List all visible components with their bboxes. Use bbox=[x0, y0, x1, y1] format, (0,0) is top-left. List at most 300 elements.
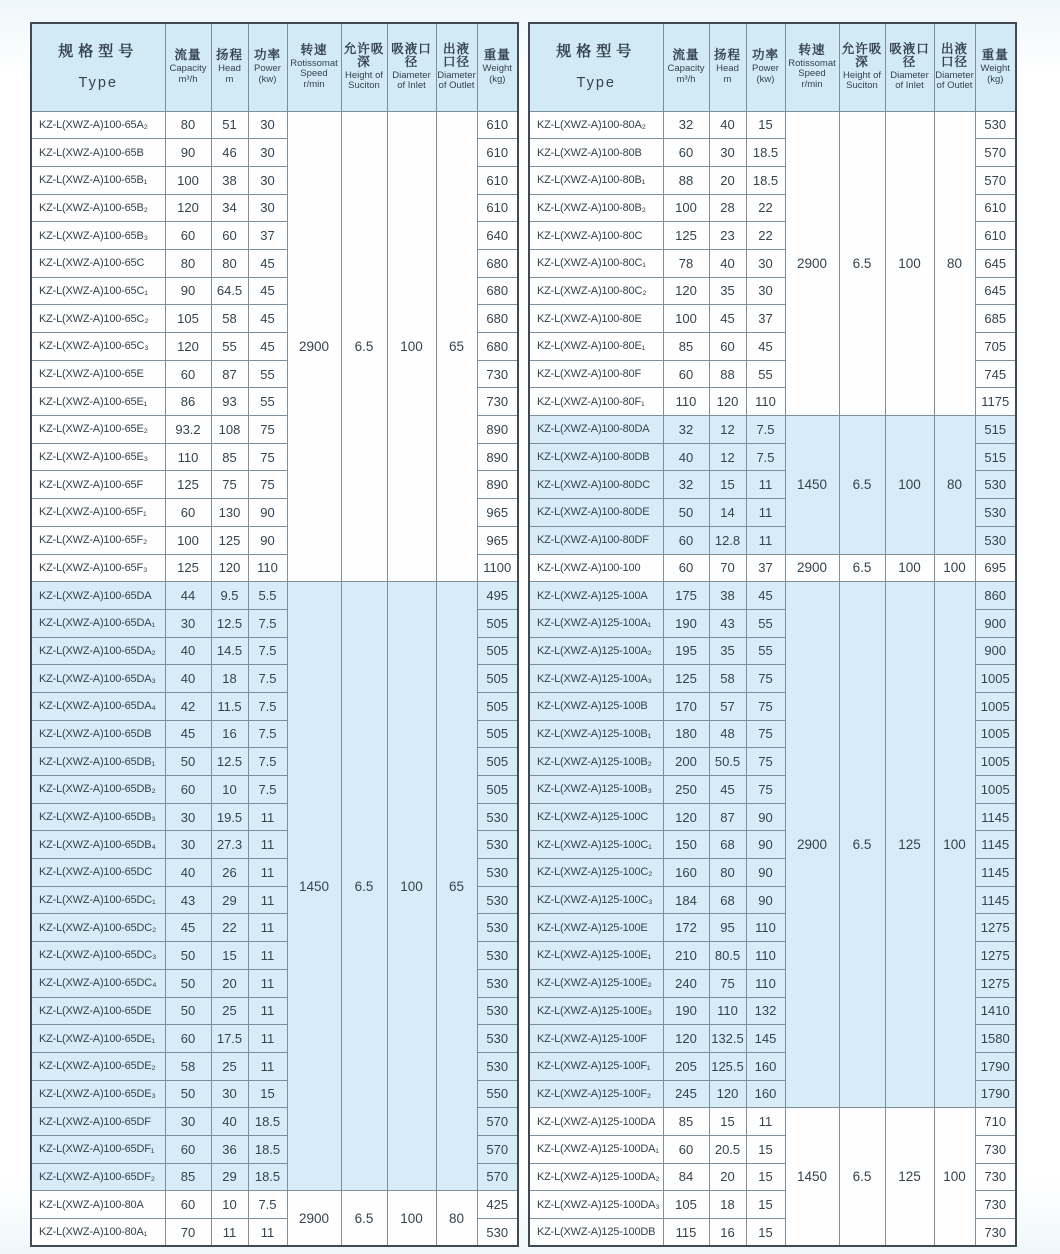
type-cell: KZ-L(XWZ-A)100-80E bbox=[529, 305, 663, 333]
type-cell: KZ-L(XWZ-A)100-80F bbox=[529, 360, 663, 388]
col-header-speed-cn: 转速 bbox=[300, 43, 328, 58]
head-cell: 48 bbox=[709, 720, 746, 748]
col-header-head bbox=[709, 23, 746, 111]
head-cell: 132.5 bbox=[709, 1025, 746, 1053]
power-cell: 7.5 bbox=[248, 637, 287, 665]
col-header-type bbox=[31, 23, 165, 111]
capacity-cell: 100 bbox=[165, 526, 211, 554]
col-header-type bbox=[529, 23, 663, 111]
weight-cell: 730 bbox=[477, 360, 518, 388]
col-header-weight-cn: 重量 bbox=[981, 48, 1009, 63]
weight-cell: 425 bbox=[477, 1191, 518, 1219]
power-cell: 90 bbox=[746, 886, 785, 914]
type-cell: KZ-L(XWZ-A)125-100DA₁ bbox=[529, 1135, 663, 1163]
col-header-head-unit: m bbox=[723, 74, 732, 86]
type-cell: KZ-L(XWZ-A)100-65DB₄ bbox=[31, 831, 165, 859]
type-cell: KZ-L(XWZ-A)100-80E₁ bbox=[529, 333, 663, 361]
capacity-cell: 85 bbox=[165, 1163, 211, 1191]
power-cell: 7.5 bbox=[746, 443, 785, 471]
weight-cell: 505 bbox=[477, 692, 518, 720]
col-header-type-en: Type bbox=[78, 74, 118, 91]
weight-cell: 730 bbox=[975, 1191, 1016, 1219]
capacity-cell: 50 bbox=[165, 942, 211, 970]
weight-cell: 530 bbox=[477, 997, 518, 1025]
col-header-weight bbox=[477, 23, 518, 111]
power-cell: 55 bbox=[248, 360, 287, 388]
capacity-cell: 88 bbox=[663, 166, 709, 194]
col-header-outlet-cn: 出液口径 bbox=[940, 42, 968, 70]
capacity-cell: 125 bbox=[663, 222, 709, 250]
col-header-speed-cn: 转速 bbox=[798, 43, 826, 58]
weight-cell: 1005 bbox=[975, 720, 1016, 748]
power-cell: 15 bbox=[746, 1163, 785, 1191]
weight-cell: 1100 bbox=[477, 554, 518, 582]
col-header-power bbox=[248, 23, 287, 111]
capacity-cell: 180 bbox=[663, 720, 709, 748]
col-header-inlet bbox=[387, 23, 436, 111]
power-cell: 15 bbox=[746, 1135, 785, 1163]
suction-cell: 6.5 bbox=[839, 1108, 885, 1246]
capacity-cell: 30 bbox=[165, 831, 211, 859]
head-cell: 75 bbox=[211, 471, 248, 499]
col-header-head-cn: 扬程 bbox=[215, 48, 243, 63]
type-cell: KZ-L(XWZ-A)100-65A₂ bbox=[31, 111, 165, 139]
weight-cell: 610 bbox=[477, 166, 518, 194]
col-header-inlet-en: Diameter of Inlet bbox=[392, 70, 431, 92]
capacity-cell: 43 bbox=[165, 886, 211, 914]
head-cell: 55 bbox=[211, 333, 248, 361]
speed-cell: 2900 bbox=[785, 582, 839, 1108]
capacity-cell: 100 bbox=[663, 305, 709, 333]
head-cell: 16 bbox=[709, 1219, 746, 1247]
weight-cell: 1005 bbox=[975, 692, 1016, 720]
speed-cell: 2900 bbox=[287, 111, 341, 582]
capacity-cell: 40 bbox=[165, 665, 211, 693]
inlet-cell: 100 bbox=[387, 582, 436, 1191]
type-cell: KZ-L(XWZ-A)100-80DF bbox=[529, 526, 663, 554]
capacity-cell: 60 bbox=[165, 360, 211, 388]
col-header-inlet-en: Diameter of Inlet bbox=[890, 70, 929, 92]
head-cell: 30 bbox=[211, 1080, 248, 1108]
head-cell: 57 bbox=[709, 692, 746, 720]
col-header-suction-cn: 允许吸深 bbox=[343, 42, 385, 70]
weight-cell: 745 bbox=[975, 360, 1016, 388]
power-cell: 15 bbox=[746, 1191, 785, 1219]
weight-cell: 610 bbox=[975, 222, 1016, 250]
type-cell: KZ-L(XWZ-A)100-65DA₂ bbox=[31, 637, 165, 665]
outlet-cell: 100 bbox=[934, 1108, 975, 1246]
inlet-cell: 125 bbox=[885, 1108, 934, 1246]
type-cell: KZ-L(XWZ-A)125-100A₂ bbox=[529, 637, 663, 665]
col-header-power-unit: (kw) bbox=[258, 74, 277, 86]
type-cell: KZ-L(XWZ-A)100-80B₁ bbox=[529, 166, 663, 194]
power-cell: 18.5 bbox=[248, 1135, 287, 1163]
weight-cell: 530 bbox=[975, 471, 1016, 499]
head-cell: 15 bbox=[709, 471, 746, 499]
capacity-cell: 150 bbox=[663, 831, 709, 859]
power-cell: 11 bbox=[248, 942, 287, 970]
type-cell: KZ-L(XWZ-A)125-100B₃ bbox=[529, 776, 663, 804]
weight-cell: 890 bbox=[477, 416, 518, 444]
type-cell: KZ-L(XWZ-A)100-65DB₁ bbox=[31, 748, 165, 776]
weight-cell: 530 bbox=[477, 1025, 518, 1053]
type-cell: KZ-L(XWZ-A)125-100DA₃ bbox=[529, 1191, 663, 1219]
weight-cell: 645 bbox=[975, 249, 1016, 277]
weight-cell: 890 bbox=[477, 443, 518, 471]
head-cell: 64.5 bbox=[211, 277, 248, 305]
type-cell: KZ-L(XWZ-A)125-100E bbox=[529, 914, 663, 942]
power-cell: 110 bbox=[248, 554, 287, 582]
col-header-suction bbox=[341, 23, 387, 111]
col-header-head-cn: 扬程 bbox=[713, 48, 741, 63]
weight-cell: 1005 bbox=[975, 665, 1016, 693]
col-header-type-cn: 规格型号 bbox=[556, 42, 637, 60]
type-cell: KZ-L(XWZ-A)100-80C bbox=[529, 222, 663, 250]
head-cell: 27.3 bbox=[211, 831, 248, 859]
table-row bbox=[529, 1108, 1016, 1136]
capacity-cell: 175 bbox=[663, 582, 709, 610]
suction-cell: 6.5 bbox=[839, 111, 885, 416]
table-row bbox=[529, 554, 1016, 582]
capacity-cell: 115 bbox=[663, 1219, 709, 1247]
power-cell: 30 bbox=[746, 249, 785, 277]
capacity-cell: 45 bbox=[165, 720, 211, 748]
weight-cell: 530 bbox=[477, 859, 518, 887]
table-row bbox=[529, 111, 1016, 139]
capacity-cell: 125 bbox=[165, 554, 211, 582]
type-cell: KZ-L(XWZ-A)100-100 bbox=[529, 554, 663, 582]
capacity-cell: 110 bbox=[165, 443, 211, 471]
power-cell: 7.5 bbox=[248, 609, 287, 637]
weight-cell: 530 bbox=[477, 969, 518, 997]
type-cell: KZ-L(XWZ-A)100-65DA bbox=[31, 582, 165, 610]
power-cell: 11 bbox=[248, 859, 287, 887]
capacity-cell: 40 bbox=[663, 443, 709, 471]
weight-cell: 710 bbox=[975, 1108, 1016, 1136]
type-cell: KZ-L(XWZ-A)100-65C₂ bbox=[31, 305, 165, 333]
capacity-cell: 50 bbox=[165, 748, 211, 776]
capacity-cell: 240 bbox=[663, 969, 709, 997]
capacity-cell: 32 bbox=[663, 416, 709, 444]
col-header-inlet-cn: 吸液口径 bbox=[391, 42, 432, 70]
power-cell: 45 bbox=[248, 305, 287, 333]
type-cell: KZ-L(XWZ-A)100-80DB bbox=[529, 443, 663, 471]
power-cell: 11 bbox=[248, 914, 287, 942]
head-cell: 75 bbox=[709, 969, 746, 997]
power-cell: 90 bbox=[746, 859, 785, 887]
col-header-capacity bbox=[165, 23, 211, 111]
type-cell: KZ-L(XWZ-A)100-65DC₂ bbox=[31, 914, 165, 942]
col-header-outlet bbox=[436, 23, 477, 111]
weight-cell: 610 bbox=[477, 111, 518, 139]
power-cell: 11 bbox=[248, 1025, 287, 1053]
power-cell: 30 bbox=[746, 277, 785, 305]
type-cell: KZ-L(XWZ-A)100-65DC bbox=[31, 859, 165, 887]
head-cell: 88 bbox=[709, 360, 746, 388]
head-cell: 120 bbox=[709, 1080, 746, 1108]
capacity-cell: 100 bbox=[663, 194, 709, 222]
head-cell: 80 bbox=[211, 249, 248, 277]
type-cell: KZ-L(XWZ-A)125-100C₁ bbox=[529, 831, 663, 859]
head-cell: 30 bbox=[709, 139, 746, 167]
col-header-power-cn: 功率 bbox=[253, 48, 281, 63]
capacity-cell: 50 bbox=[663, 499, 709, 527]
power-cell: 7.5 bbox=[248, 748, 287, 776]
type-cell: KZ-L(XWZ-A)125-100C bbox=[529, 803, 663, 831]
col-header-speed-unit: r/min bbox=[801, 79, 823, 91]
table-row bbox=[31, 111, 518, 139]
speed-cell: 2900 bbox=[287, 1191, 341, 1246]
weight-cell: 1145 bbox=[975, 886, 1016, 914]
head-cell: 35 bbox=[709, 277, 746, 305]
type-cell: KZ-L(XWZ-A)100-65DF₂ bbox=[31, 1163, 165, 1191]
type-cell: KZ-L(XWZ-A)100-65DE₃ bbox=[31, 1080, 165, 1108]
speed-cell: 1450 bbox=[287, 582, 341, 1191]
power-cell: 55 bbox=[746, 609, 785, 637]
capacity-cell: 93.2 bbox=[165, 416, 211, 444]
type-cell: KZ-L(XWZ-A)100-65E₂ bbox=[31, 416, 165, 444]
power-cell: 22 bbox=[746, 194, 785, 222]
col-header-weight-unit: (kg) bbox=[987, 74, 1004, 86]
table-row bbox=[31, 1191, 518, 1219]
power-cell: 55 bbox=[746, 360, 785, 388]
capacity-cell: 60 bbox=[663, 526, 709, 554]
col-header-power-en: Power bbox=[752, 63, 779, 75]
type-cell: KZ-L(XWZ-A)100-65DC₃ bbox=[31, 942, 165, 970]
capacity-cell: 30 bbox=[165, 1108, 211, 1136]
capacity-cell: 60 bbox=[165, 1025, 211, 1053]
col-header-type-cn: 规格型号 bbox=[58, 42, 139, 60]
power-cell: 11 bbox=[248, 1219, 287, 1247]
capacity-cell: 105 bbox=[663, 1191, 709, 1219]
head-cell: 46 bbox=[211, 139, 248, 167]
capacity-cell: 80 bbox=[165, 111, 211, 139]
weight-cell: 530 bbox=[975, 499, 1016, 527]
capacity-cell: 44 bbox=[165, 582, 211, 610]
head-cell: 35 bbox=[709, 637, 746, 665]
type-cell: KZ-L(XWZ-A)100-65C₃ bbox=[31, 333, 165, 361]
inlet-cell: 100 bbox=[387, 1191, 436, 1246]
weight-cell: 640 bbox=[477, 222, 518, 250]
power-cell: 90 bbox=[746, 803, 785, 831]
col-header-speed-en: Rotissomat Speed bbox=[290, 58, 338, 80]
capacity-cell: 60 bbox=[663, 1135, 709, 1163]
suction-cell: 6.5 bbox=[341, 1191, 387, 1246]
col-header-capacity-unit: m³/h bbox=[676, 74, 696, 86]
col-header-power-en: Power bbox=[254, 63, 281, 75]
inlet-cell: 100 bbox=[885, 554, 934, 582]
head-cell: 38 bbox=[211, 166, 248, 194]
weight-cell: 505 bbox=[477, 720, 518, 748]
suction-cell: 6.5 bbox=[839, 582, 885, 1108]
type-cell: KZ-L(XWZ-A)100-80F₁ bbox=[529, 388, 663, 416]
head-cell: 120 bbox=[709, 388, 746, 416]
power-cell: 75 bbox=[248, 471, 287, 499]
type-cell: KZ-L(XWZ-A)100-80DC bbox=[529, 471, 663, 499]
capacity-cell: 125 bbox=[165, 471, 211, 499]
weight-cell: 550 bbox=[477, 1080, 518, 1108]
inlet-cell: 125 bbox=[885, 582, 934, 1108]
power-cell: 45 bbox=[746, 333, 785, 361]
power-cell: 15 bbox=[746, 111, 785, 139]
power-cell: 30 bbox=[248, 139, 287, 167]
type-cell: KZ-L(XWZ-A)100-80A bbox=[31, 1191, 165, 1219]
col-header-weight-en: Weight bbox=[980, 63, 1010, 75]
weight-cell: 505 bbox=[477, 748, 518, 776]
head-cell: 19.5 bbox=[211, 803, 248, 831]
type-cell: KZ-L(XWZ-A)100-80B₂ bbox=[529, 194, 663, 222]
power-cell: 11 bbox=[248, 997, 287, 1025]
capacity-cell: 120 bbox=[663, 1025, 709, 1053]
capacity-cell: 120 bbox=[663, 803, 709, 831]
head-cell: 18 bbox=[211, 665, 248, 693]
col-header-outlet bbox=[934, 23, 975, 111]
capacity-cell: 70 bbox=[165, 1219, 211, 1247]
col-header-speed-en: Rotissomat Speed bbox=[788, 58, 836, 80]
weight-cell: 530 bbox=[477, 1219, 518, 1247]
weight-cell: 1275 bbox=[975, 942, 1016, 970]
capacity-cell: 78 bbox=[663, 249, 709, 277]
capacity-cell: 250 bbox=[663, 776, 709, 804]
col-header-inlet-cn: 吸液口径 bbox=[889, 42, 930, 70]
power-cell: 11 bbox=[248, 803, 287, 831]
weight-cell: 1175 bbox=[975, 388, 1016, 416]
head-cell: 68 bbox=[709, 831, 746, 859]
suction-cell: 6.5 bbox=[341, 582, 387, 1191]
capacity-cell: 84 bbox=[663, 1163, 709, 1191]
capacity-cell: 160 bbox=[663, 859, 709, 887]
weight-cell: 965 bbox=[477, 526, 518, 554]
power-cell: 37 bbox=[248, 222, 287, 250]
power-cell: 7.5 bbox=[248, 692, 287, 720]
head-cell: 25 bbox=[211, 1052, 248, 1080]
head-cell: 58 bbox=[211, 305, 248, 333]
col-header-head-en: Head bbox=[716, 63, 739, 75]
power-cell: 45 bbox=[746, 582, 785, 610]
power-cell: 145 bbox=[746, 1025, 785, 1053]
power-cell: 7.5 bbox=[248, 1191, 287, 1219]
outlet-cell: 100 bbox=[934, 582, 975, 1108]
capacity-cell: 60 bbox=[165, 222, 211, 250]
header-row bbox=[31, 23, 518, 111]
weight-cell: 1790 bbox=[975, 1080, 1016, 1108]
col-header-speed bbox=[287, 23, 341, 111]
head-cell: 25 bbox=[211, 997, 248, 1025]
power-cell: 30 bbox=[248, 166, 287, 194]
power-cell: 7.5 bbox=[746, 416, 785, 444]
type-cell: KZ-L(XWZ-A)125-100DB bbox=[529, 1219, 663, 1247]
col-header-head-unit: m bbox=[225, 74, 234, 86]
weight-cell: 530 bbox=[975, 111, 1016, 139]
capacity-cell: 110 bbox=[663, 388, 709, 416]
type-cell: KZ-L(XWZ-A)100-65F₂ bbox=[31, 526, 165, 554]
power-cell: 75 bbox=[746, 720, 785, 748]
weight-cell: 610 bbox=[975, 194, 1016, 222]
type-cell: KZ-L(XWZ-A)125-100E₂ bbox=[529, 969, 663, 997]
head-cell: 50.5 bbox=[709, 748, 746, 776]
weight-cell: 505 bbox=[477, 637, 518, 665]
head-cell: 60 bbox=[211, 222, 248, 250]
type-cell: KZ-L(XWZ-A)100-80A₁ bbox=[31, 1219, 165, 1247]
capacity-cell: 80 bbox=[165, 249, 211, 277]
type-cell: KZ-L(XWZ-A)100-65DE₂ bbox=[31, 1052, 165, 1080]
inlet-cell: 100 bbox=[387, 111, 436, 582]
col-header-suction bbox=[839, 23, 885, 111]
type-cell: KZ-L(XWZ-A)125-100E₁ bbox=[529, 942, 663, 970]
head-cell: 20 bbox=[211, 969, 248, 997]
weight-cell: 680 bbox=[477, 249, 518, 277]
head-cell: 23 bbox=[709, 222, 746, 250]
weight-cell: 645 bbox=[975, 277, 1016, 305]
speed-cell: 2900 bbox=[785, 111, 839, 416]
col-header-weight-unit: (kg) bbox=[489, 74, 506, 86]
head-cell: 45 bbox=[709, 305, 746, 333]
power-cell: 110 bbox=[746, 388, 785, 416]
power-cell: 132 bbox=[746, 997, 785, 1025]
weight-cell: 505 bbox=[477, 665, 518, 693]
weight-cell: 610 bbox=[477, 139, 518, 167]
type-cell: KZ-L(XWZ-A)100-65E bbox=[31, 360, 165, 388]
suction-cell: 6.5 bbox=[341, 111, 387, 582]
head-cell: 60 bbox=[709, 333, 746, 361]
power-cell: 45 bbox=[248, 277, 287, 305]
power-cell: 11 bbox=[248, 1052, 287, 1080]
table-header bbox=[529, 23, 1016, 111]
head-cell: 20 bbox=[709, 166, 746, 194]
power-cell: 45 bbox=[248, 249, 287, 277]
type-cell: KZ-L(XWZ-A)100-80A₂ bbox=[529, 111, 663, 139]
type-cell: KZ-L(XWZ-A)125-100F₁ bbox=[529, 1052, 663, 1080]
capacity-cell: 58 bbox=[165, 1052, 211, 1080]
head-cell: 10 bbox=[211, 776, 248, 804]
capacity-cell: 105 bbox=[165, 305, 211, 333]
weight-cell: 1145 bbox=[975, 803, 1016, 831]
head-cell: 12 bbox=[709, 416, 746, 444]
weight-cell: 570 bbox=[975, 139, 1016, 167]
power-cell: 37 bbox=[746, 305, 785, 333]
type-cell: KZ-L(XWZ-A)100-65DE bbox=[31, 997, 165, 1025]
col-header-capacity-en: Capacity bbox=[667, 63, 705, 75]
capacity-cell: 60 bbox=[165, 1191, 211, 1219]
col-header-power-unit: (kw) bbox=[756, 74, 775, 86]
speed-cell: 1450 bbox=[785, 1108, 839, 1246]
weight-cell: 705 bbox=[975, 333, 1016, 361]
weight-cell: 1580 bbox=[975, 1025, 1016, 1053]
type-cell: KZ-L(XWZ-A)100-65C₁ bbox=[31, 277, 165, 305]
col-header-power-cn: 功率 bbox=[751, 48, 779, 63]
power-cell: 37 bbox=[746, 554, 785, 582]
power-cell: 18.5 bbox=[746, 139, 785, 167]
col-header-type-en: Type bbox=[576, 74, 616, 91]
col-header-head bbox=[211, 23, 248, 111]
weight-cell: 530 bbox=[477, 803, 518, 831]
head-cell: 26 bbox=[211, 859, 248, 887]
type-cell: KZ-L(XWZ-A)100-65DA₃ bbox=[31, 665, 165, 693]
head-cell: 43 bbox=[709, 609, 746, 637]
power-cell: 15 bbox=[746, 1219, 785, 1247]
type-cell: KZ-L(XWZ-A)125-100DA₂ bbox=[529, 1163, 663, 1191]
type-cell: KZ-L(XWZ-A)125-100A bbox=[529, 582, 663, 610]
weight-cell: 1145 bbox=[975, 831, 1016, 859]
weight-cell: 530 bbox=[477, 942, 518, 970]
type-cell: KZ-L(XWZ-A)100-65F₁ bbox=[31, 499, 165, 527]
power-cell: 90 bbox=[248, 499, 287, 527]
head-cell: 40 bbox=[709, 111, 746, 139]
col-header-capacity-unit: m³/h bbox=[178, 74, 198, 86]
col-header-outlet-cn: 出液口径 bbox=[442, 42, 470, 70]
capacity-cell: 190 bbox=[663, 609, 709, 637]
col-header-weight bbox=[975, 23, 1016, 111]
